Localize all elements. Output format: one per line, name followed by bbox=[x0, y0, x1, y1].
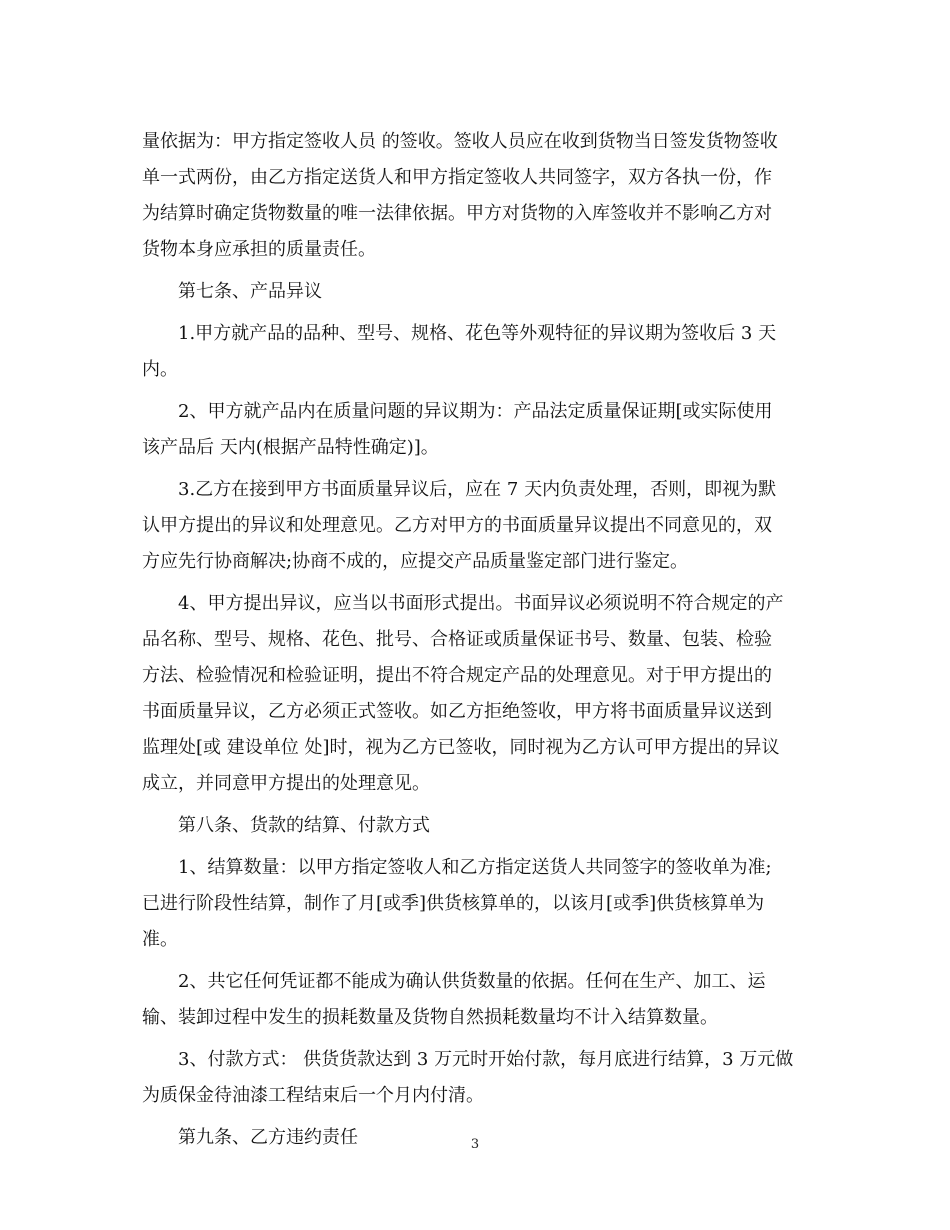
text-line: 3.乙方在接到甲方书面质量异议后，应在 7 天内负责处理，否则，即视为默 bbox=[142, 479, 777, 500]
paragraph-7-4 bbox=[142, 586, 810, 802]
text-line: 方法、检验情况和检验证明，提出不符合规定产品的处理意见。对于甲方提出的 bbox=[142, 665, 772, 686]
text-line: 输、装卸过程中发生的损耗数量及货物自然损耗数量均不计入结算数量。 bbox=[142, 1007, 718, 1028]
text-line: 成立，并同意甲方提出的处理意见。 bbox=[142, 773, 430, 794]
text-line: 准。 bbox=[142, 929, 178, 950]
text-line: 单一式两份，由乙方指定送货人和甲方指定签收人共同签字，双方各执一份，作 bbox=[142, 167, 772, 188]
paragraph-7-2 bbox=[142, 394, 810, 466]
section-heading-article-7 bbox=[142, 274, 810, 310]
text-line: 书面质量异议，乙方必须正式签收。如乙方拒绝签收，甲方将书面质量异议送到 bbox=[142, 701, 772, 722]
text-line: 品名称、型号、规格、花色、批号、合格证或质量保证书号、数量、包装、检验 bbox=[142, 629, 772, 650]
text-line: 货物本身应承担的质量责任。 bbox=[142, 239, 376, 260]
text-line: 2、共它任何凭证都不能成为确认供货数量的依据。任何在生产、加工、运 bbox=[142, 971, 766, 992]
text-line: 方应先行协商解决;协商不成的，应提交产品质量鉴定部门进行鉴定。 bbox=[142, 551, 689, 572]
paragraph-8-1 bbox=[142, 850, 810, 958]
text-line: 为质保金待油漆工程结束后一个月内付清。 bbox=[142, 1085, 484, 1106]
heading-line: 第七条、产品异议 bbox=[142, 281, 322, 302]
text-line: 为结算时确定货物数量的唯一法律依据。甲方对货物的入库签收并不影响乙方对 bbox=[142, 203, 772, 224]
paragraph-7-1 bbox=[142, 316, 810, 388]
text-line: 4、甲方提出异议，应当以书面形式提出。书面异议必须说明不符合规定的产 bbox=[142, 593, 784, 614]
text-line: 1.甲方就产品的品种、型号、规格、花色等外观特征的异议期为签收后 3 天 bbox=[142, 323, 777, 344]
paragraph-8-2 bbox=[142, 964, 810, 1036]
section-heading-article-8 bbox=[142, 808, 810, 844]
text-line: 量依据为：甲方指定签收人员 的签收。签收人员应在收到货物当日签发货物签收 bbox=[142, 131, 778, 152]
text-line: 1、结算数量：以甲方指定签收人和乙方指定送货人共同签字的签收单为准; bbox=[142, 857, 772, 878]
text-line: 2、甲方就产品内在质量问题的异议期为：产品法定质量保证期[或实际使用 bbox=[142, 401, 773, 422]
paragraph-8-3 bbox=[142, 1042, 810, 1114]
text-line: 3、付款方式： 供货货款达到 3 万元时开始付款，每月底进行结算，3 万元做 bbox=[142, 1049, 794, 1070]
page-number: 3 bbox=[470, 1137, 480, 1152]
document-body bbox=[142, 124, 810, 1162]
heading-line: 第八条、货款的结算、付款方式 bbox=[142, 815, 430, 836]
heading-line: 第九条、乙方违约责任 bbox=[142, 1127, 358, 1148]
text-line: 内。 bbox=[142, 359, 178, 380]
text-line: 监理处[或 建设单位 处]时，视为乙方已签收，同时视为乙方认可甲方提出的异议 bbox=[142, 737, 780, 758]
paragraph-7-3 bbox=[142, 472, 810, 580]
text-line: 认甲方提出的异议和处理意见。乙方对甲方的书面质量异议提出不同意见的，双 bbox=[142, 515, 772, 536]
text-line: 已进行阶段性结算，制作了月[或季]供货核算单的，以该月[或季]供货核算单为 bbox=[142, 893, 765, 914]
text-line: 该产品后 天内(根据产品特性确定)]。 bbox=[142, 437, 439, 458]
paragraph-1 bbox=[142, 124, 810, 268]
